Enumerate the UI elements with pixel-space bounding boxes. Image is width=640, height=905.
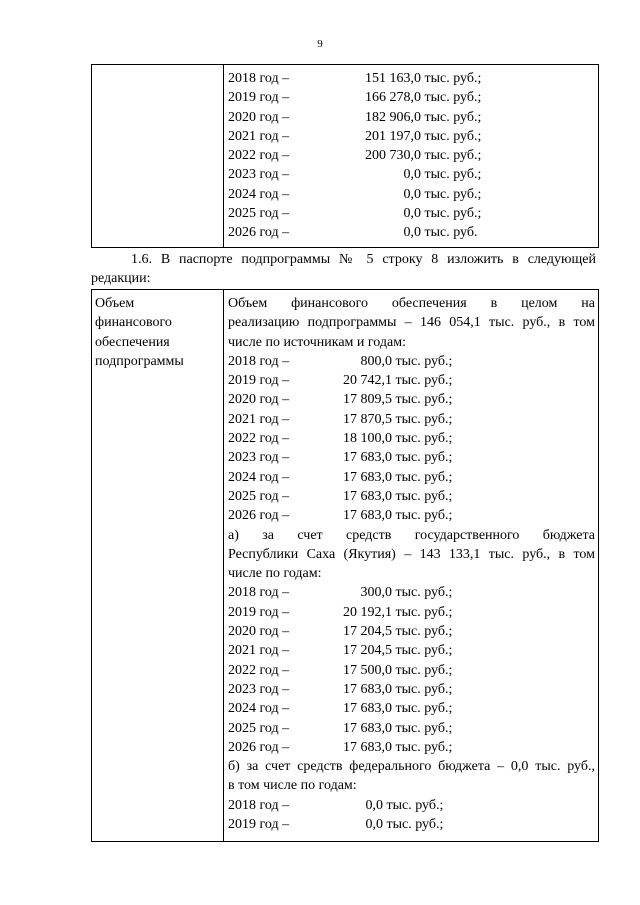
funding-years-cell — [224, 65, 599, 248]
year-label: 2025 год – — [228, 488, 290, 504]
currency-unit: тыс. руб.; — [424, 71, 482, 86]
amount-value: 17 683,0 — [343, 450, 392, 466]
funding-year-row — [228, 69, 595, 88]
amount-value: 200 730,0 — [365, 148, 421, 164]
amount-value: 17 683,0 — [343, 739, 392, 755]
amount-value: 0,0 — [403, 225, 421, 241]
total-funding-year-row — [228, 352, 595, 371]
amount-value: 17 683,0 — [343, 681, 392, 697]
total-funding-year-row — [228, 487, 595, 506]
clause-text-line-2: редакции: — [91, 271, 151, 287]
year-label: 2023 год – — [228, 167, 290, 183]
amount-value: 17 204,5 — [343, 624, 392, 640]
amount-value: 0,0 — [403, 206, 421, 222]
federal-budget-year-row — [228, 796, 595, 815]
state-budget-year-row — [228, 699, 595, 718]
currency-unit: тыс. руб.; — [395, 392, 453, 408]
page-number: 9 — [317, 38, 323, 50]
amount-value: 17 683,0 — [343, 488, 392, 504]
year-label: 2025 год – — [228, 720, 290, 736]
intro-text-line: Объем финансового обеспечения в целом на — [228, 296, 595, 311]
year-label: 2022 год – — [228, 662, 290, 678]
amount-value: 182 906,0 — [365, 109, 421, 125]
currency-unit: тыс. руб.; — [395, 701, 453, 717]
year-label: 2019 год – — [228, 604, 290, 620]
amount-value: 20 742,1 — [343, 373, 392, 389]
currency-unit: тыс. руб.; — [395, 488, 453, 504]
funding-year-row — [228, 204, 595, 223]
amount-value: 20 192,1 — [343, 604, 392, 620]
amount-value: 151 163,0 — [365, 71, 421, 86]
state-budget-year-row — [228, 661, 595, 680]
currency-unit: тыс. руб.; — [386, 817, 444, 833]
state-budget-year-row — [228, 680, 595, 699]
amount-value: 17 683,0 — [343, 508, 392, 524]
row-label-line: финансового — [95, 315, 172, 331]
total-funding-year-row — [228, 468, 595, 487]
amount-value: 0,0 — [365, 797, 383, 813]
amount-value: 201 197,0 — [365, 128, 421, 144]
year-label: 2024 год – — [228, 186, 290, 202]
currency-unit: тыс. руб.; — [395, 604, 453, 620]
intro-text-line: реализацию подпрограммы – 146 054,1 тыс. руб., в том — [228, 315, 595, 331]
currency-unit: тыс. руб.; — [395, 624, 453, 640]
funding-year-row — [228, 185, 595, 204]
funding-year-list — [224, 65, 598, 243]
year-label: 2022 год – — [228, 148, 290, 164]
currency-unit: тыс. руб.; — [395, 662, 453, 678]
year-label: 2026 год – — [228, 225, 290, 241]
amount-value: 17 683,0 — [343, 720, 392, 736]
state-budget-year-row — [228, 738, 595, 757]
state-budget-year-row — [228, 583, 595, 602]
total-funding-year-list — [228, 352, 595, 526]
row-label-line: обеспечения — [95, 334, 170, 350]
currency-unit: тыс. руб.; — [386, 797, 444, 813]
year-label: 2022 год – — [228, 431, 290, 447]
funding-year-row — [228, 127, 595, 146]
year-label: 2018 год – — [228, 353, 290, 369]
currency-unit: тыс. руб.; — [395, 720, 453, 736]
year-label: 2024 год – — [228, 469, 290, 485]
currency-unit: тыс. руб.; — [424, 148, 482, 164]
row-label-line: подпрограммы — [95, 353, 184, 369]
total-funding-year-row — [228, 371, 595, 390]
currency-unit: тыс. руб.; — [424, 128, 482, 144]
currency-unit: тыс. руб.; — [395, 450, 453, 466]
federal-budget-year-list — [228, 796, 595, 835]
clause-1-6 — [91, 250, 596, 289]
currency-unit: тыс. руб.; — [395, 681, 453, 697]
funding-year-row — [228, 108, 595, 127]
year-label: 2019 год – — [228, 817, 290, 833]
total-funding-year-row — [228, 506, 595, 525]
funding-year-row — [228, 88, 595, 107]
clause-text-line-1: 1.6. В паспорте подпрограммы № 5 строку 8 изложить в следующей — [131, 252, 596, 267]
federal-budget-year-row — [228, 815, 595, 834]
funding-year-row — [228, 146, 595, 165]
currency-unit: тыс. руб. — [424, 225, 478, 241]
year-label: 2020 год – — [228, 109, 290, 125]
state-budget-year-row — [228, 641, 595, 660]
amount-value: 18 100,0 — [343, 431, 392, 447]
amount-value: 800,0 — [360, 353, 392, 369]
currency-unit: тыс. руб.; — [395, 353, 453, 369]
previous-section-table — [91, 64, 599, 248]
year-label: 2019 год – — [228, 90, 290, 106]
year-label: 2023 год – — [228, 450, 290, 466]
funding-details-cell — [224, 290, 599, 842]
year-label: 2023 год – — [228, 681, 290, 697]
currency-unit: тыс. руб.; — [424, 206, 482, 222]
amount-value: 17 500,0 — [343, 662, 392, 678]
federal-budget-text-line: б) за счет средств федерального бюджета – 0,0 тыс. руб., — [228, 759, 595, 775]
year-label: 2024 год – — [228, 701, 290, 717]
amount-value: 300,0 — [360, 585, 392, 601]
currency-unit: тыс. руб.; — [395, 431, 453, 447]
total-funding-year-row — [228, 448, 595, 467]
year-label: 2020 год – — [228, 392, 290, 408]
amount-value: 0,0 — [403, 186, 421, 202]
currency-unit: тыс. руб.; — [395, 643, 453, 659]
year-label: 2026 год – — [228, 739, 290, 755]
intro-text-line: числе по источникам и годам: — [228, 334, 406, 350]
year-label: 2018 год – — [228, 71, 290, 86]
currency-unit: тыс. руб.; — [424, 109, 482, 125]
currency-unit: тыс. руб.; — [424, 90, 482, 106]
currency-unit: тыс. руб.; — [395, 508, 453, 524]
currency-unit: тыс. руб.; — [395, 411, 453, 427]
amount-value: 17 809,5 — [343, 392, 392, 408]
federal-budget-text-line: в том числе по годам: — [228, 778, 357, 794]
amount-value: 17 683,0 — [343, 469, 392, 485]
row-label-line: Объем — [95, 296, 135, 311]
state-budget-text-line: Республики Саха (Якутия) – 143 133,1 тыс. руб., в том — [228, 546, 595, 562]
amount-value: 0,0 — [403, 167, 421, 183]
amount-value: 166 278,0 — [365, 90, 421, 106]
year-label: 2019 год – — [228, 373, 290, 389]
year-label: 2018 год – — [228, 797, 290, 813]
total-funding-year-row — [228, 410, 595, 429]
amount-value: 17 204,5 — [343, 643, 392, 659]
currency-unit: тыс. руб.; — [395, 373, 453, 389]
year-label: 2020 год – — [228, 624, 290, 640]
year-label: 2021 год – — [228, 411, 290, 427]
amount-value: 0,0 — [365, 817, 383, 833]
total-funding-year-row — [228, 429, 595, 448]
year-label: 2018 год – — [228, 585, 290, 601]
currency-unit: тыс. руб.; — [424, 167, 482, 183]
year-label: 2025 год – — [228, 206, 290, 222]
currency-unit: тыс. руб.; — [395, 739, 453, 755]
year-label: 2021 год – — [228, 643, 290, 659]
funding-year-row — [228, 223, 595, 242]
state-budget-text-line: числе по годам: — [228, 566, 322, 582]
year-label: 2021 год – — [228, 128, 290, 144]
currency-unit: тыс. руб.; — [395, 469, 453, 485]
state-budget-year-row — [228, 603, 595, 622]
year-label: 2026 год – — [228, 508, 290, 524]
state-budget-year-row — [228, 622, 595, 641]
state-budget-text-line: а) за счет средств государственного бюджета — [228, 527, 595, 543]
total-funding-year-row — [228, 390, 595, 409]
subprogram-funding-table — [91, 289, 599, 842]
currency-unit: тыс. руб.; — [395, 585, 453, 601]
amount-value: 17 683,0 — [343, 701, 392, 717]
state-budget-year-row — [228, 719, 595, 738]
state-budget-year-list — [228, 583, 595, 757]
amount-value: 17 870,5 — [343, 411, 392, 427]
row-label-cell — [92, 290, 224, 842]
empty-label-cell — [92, 65, 224, 248]
funding-year-row — [228, 165, 595, 184]
currency-unit: тыс. руб.; — [424, 186, 482, 202]
